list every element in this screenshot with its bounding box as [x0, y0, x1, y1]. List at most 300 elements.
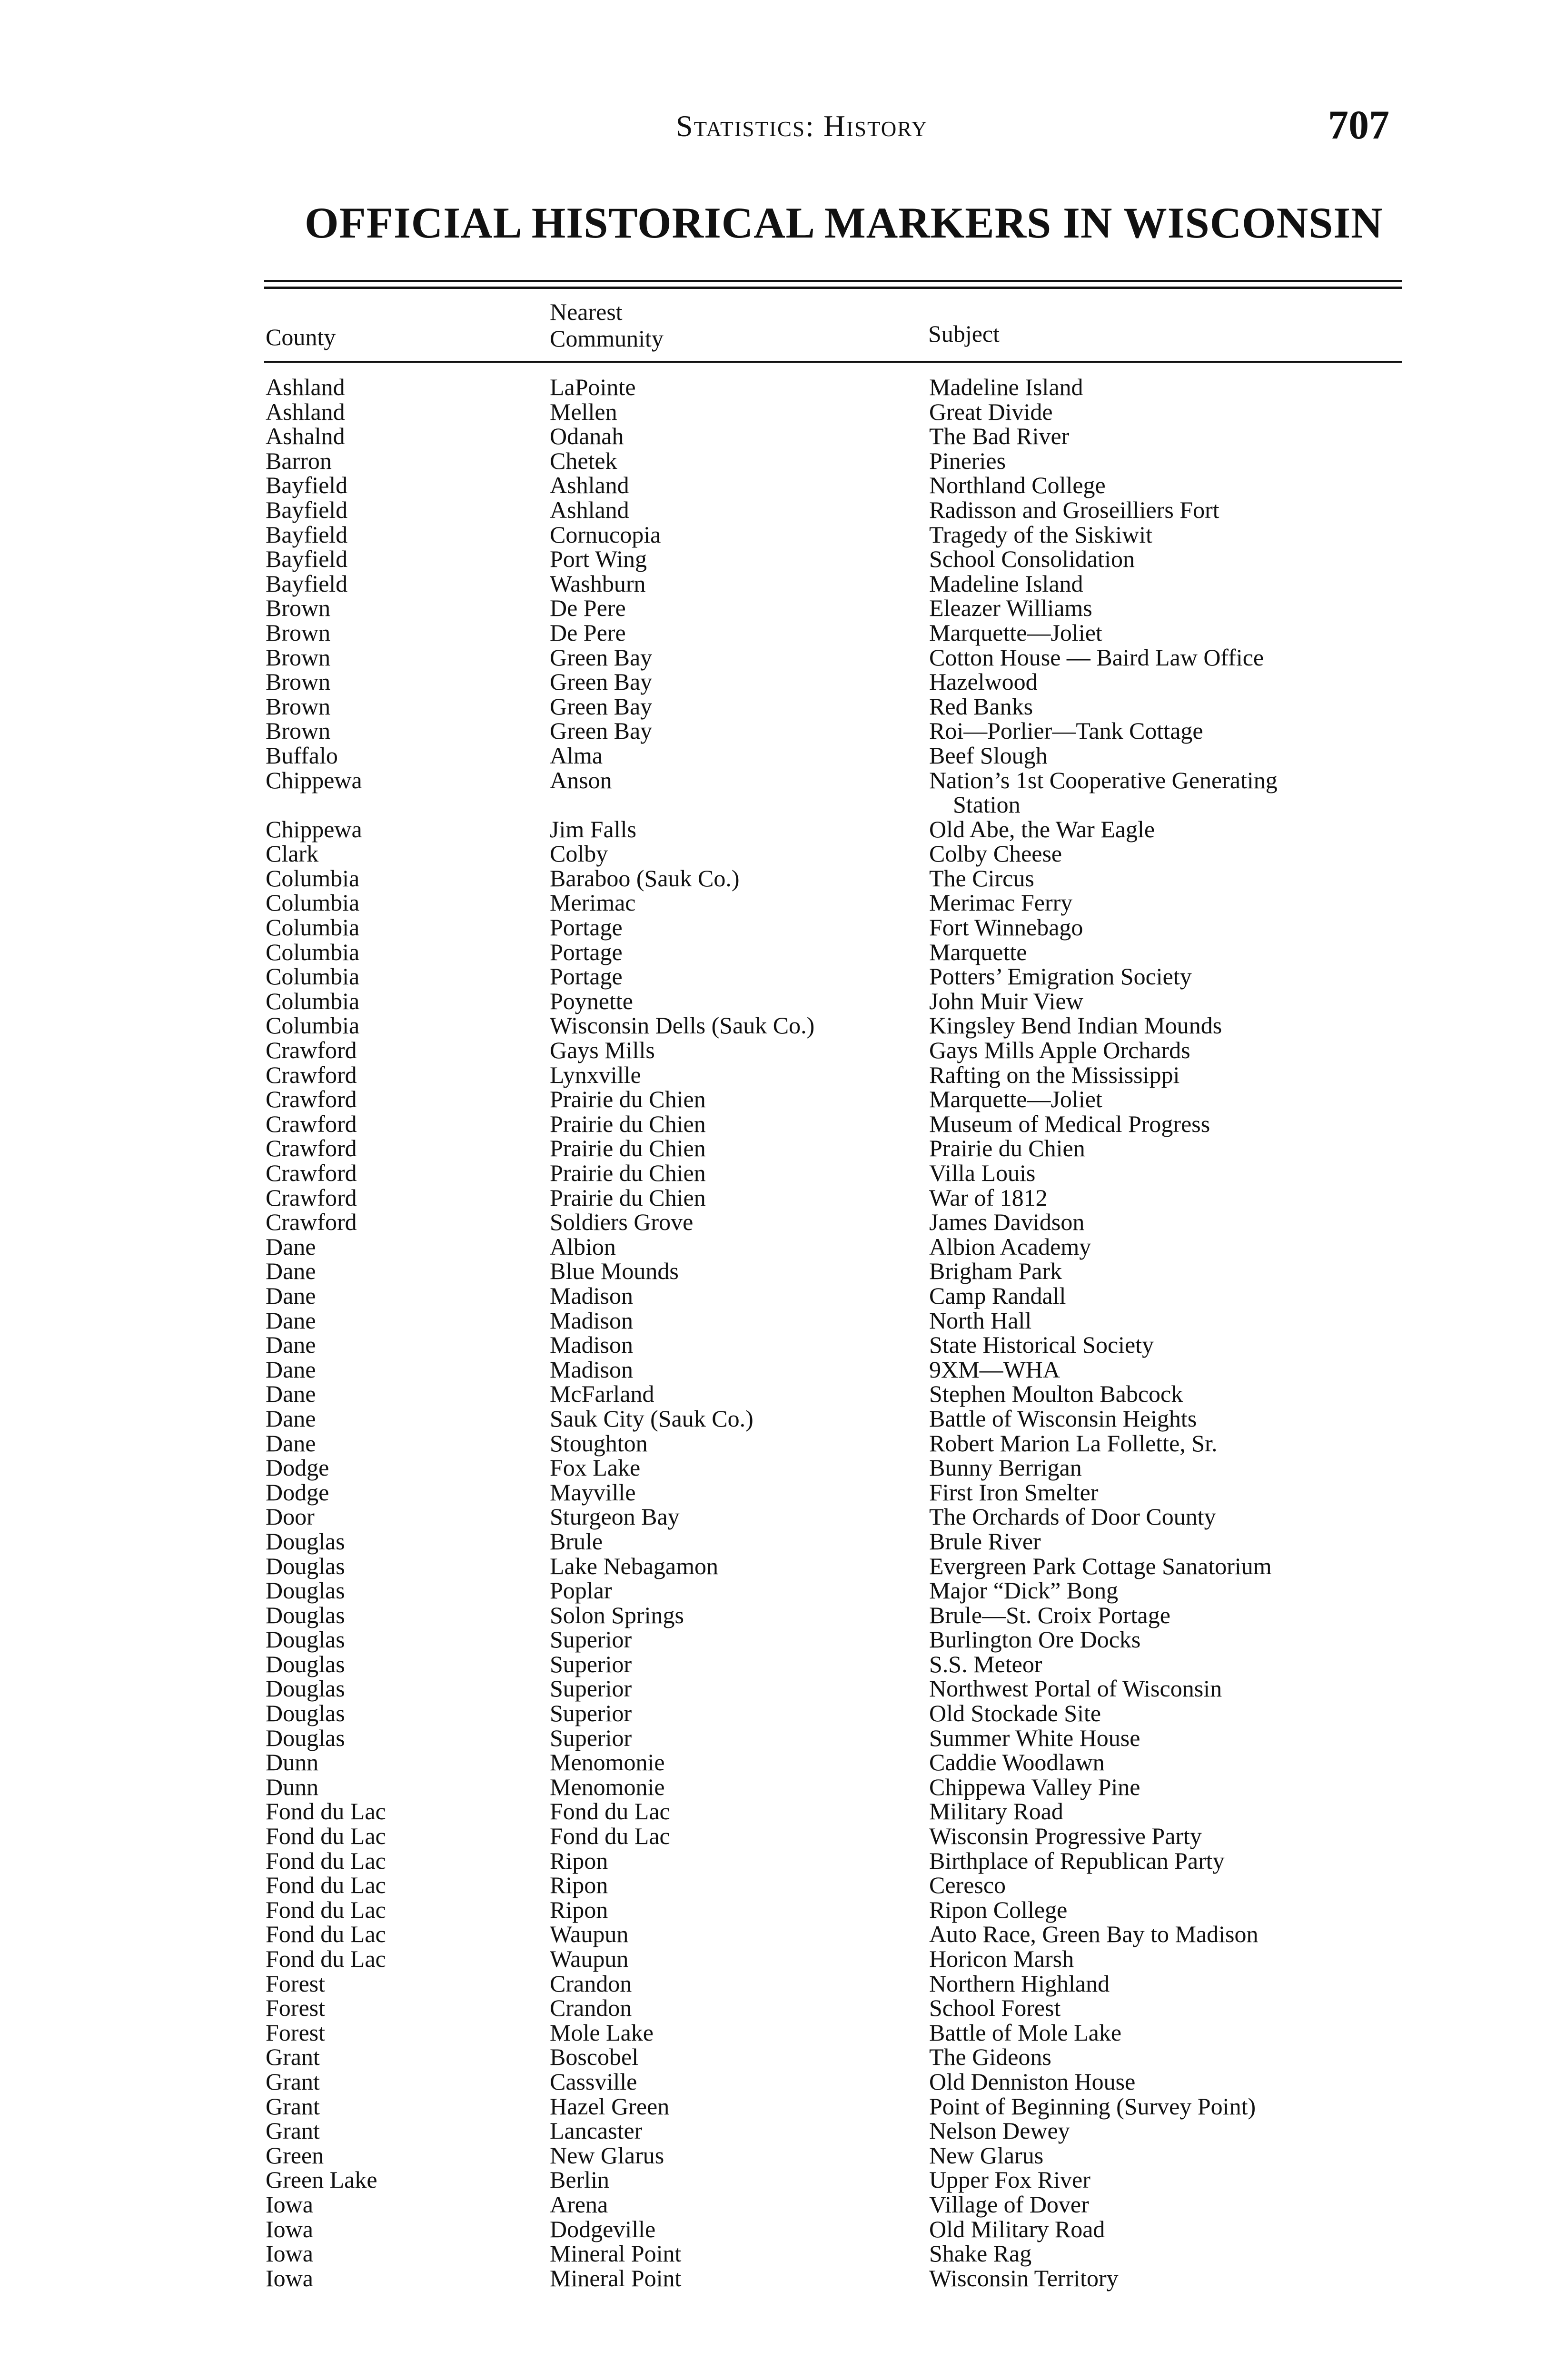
community-cell: Waupun	[550, 1945, 629, 1972]
table-row	[0, 1235, 1546, 1259]
county-cell: Douglas	[266, 1527, 345, 1555]
subject-cell	[929, 964, 1192, 989]
table-row	[0, 1996, 1546, 2021]
county-cell: Dodge	[266, 1454, 329, 1481]
subject-cell	[929, 400, 1053, 425]
county-cell: Brown	[266, 693, 331, 720]
county-cell: Dane	[266, 1380, 316, 1408]
table-row	[0, 1726, 1546, 1751]
subject-cell	[929, 1259, 1062, 1284]
community-cell: Madison	[550, 1331, 633, 1359]
subject-text: Brule River	[929, 1527, 1041, 1555]
community-cell: LaPointe	[550, 374, 636, 400]
subject-text: Summer White House	[929, 1724, 1140, 1751]
subject-text: Colby Cheese	[929, 840, 1062, 867]
community-cell: De Pere	[550, 595, 626, 622]
subject-text: The Orchards of Door County	[929, 1503, 1216, 1530]
subject-cell	[929, 1849, 1225, 1874]
page-title: OFFICIAL HISTORICAL MARKERS IN WISCONSIN	[305, 198, 1383, 247]
table-row	[0, 694, 1546, 719]
table-row	[0, 1161, 1546, 1186]
county-cell: Fond du Lac	[266, 1847, 386, 1874]
subject-text: Upper Fox River	[929, 2166, 1090, 2193]
subject-text: Robert Marion La Follette, Sr.	[929, 1429, 1218, 1457]
subject-text: Birthplace of Republican Party	[929, 1847, 1225, 1874]
county-cell: Barron	[266, 447, 332, 474]
table-row	[0, 1309, 1546, 1333]
subject-cell	[929, 1013, 1222, 1038]
community-cell: Prairie du Chien	[550, 1110, 706, 1137]
community-cell: Prairie du Chien	[550, 1135, 706, 1162]
community-cell: Sauk City (Sauk Co.)	[550, 1405, 753, 1432]
community-cell: Madison	[550, 1282, 633, 1309]
subject-text: Evergreen Park Cottage Sanatorium	[929, 1552, 1272, 1579]
subject-text: Roi—Porlier—Tank Cottage	[929, 717, 1203, 744]
table-row	[0, 1701, 1546, 1726]
community-cell: Menomonie	[550, 1773, 665, 1800]
subject-text: Northern Highland	[929, 1970, 1110, 1997]
table-row	[0, 1456, 1546, 1480]
subject-cell	[929, 1750, 1105, 1775]
community-cell: Cornucopia	[550, 521, 661, 548]
county-cell: Crawford	[266, 1037, 357, 1064]
subject-cell	[929, 940, 1027, 965]
table-row	[0, 1431, 1546, 1456]
subject-text: Point of Beginning (Survey Point)	[929, 2092, 1256, 2120]
subject-cell	[929, 2217, 1105, 2242]
table-row	[0, 1824, 1546, 1849]
county-cell: Dane	[266, 1405, 316, 1432]
county-cell: Dunn	[266, 1749, 319, 1776]
community-cell: Madison	[550, 1356, 633, 1383]
page-number: 707	[1328, 102, 1389, 148]
table-row	[0, 1087, 1546, 1112]
county-cell: Iowa	[266, 2264, 313, 2291]
table-row	[0, 1358, 1546, 1382]
subject-text: Rafting on the Mississippi	[929, 1061, 1180, 1088]
community-cell: Port Wing	[550, 545, 647, 573]
subject-text: Marquette	[929, 938, 1027, 965]
community-cell: Sturgeon Bay	[550, 1503, 680, 1530]
county-cell: Fond du Lac	[266, 1872, 386, 1899]
subject-cell	[929, 375, 1083, 400]
table-row	[0, 2070, 1546, 2094]
subject-text: Camp Randall	[929, 1282, 1066, 1309]
table-row	[0, 1652, 1546, 1677]
subject-text: Bunny Berrigan	[929, 1454, 1082, 1481]
subject-cell	[929, 744, 1048, 768]
table-row	[0, 2143, 1546, 2168]
subject-cell	[929, 1358, 1060, 1382]
county-cell: Douglas	[266, 1552, 345, 1579]
subject-cell	[929, 694, 1033, 719]
county-cell: Brown	[266, 668, 331, 695]
table-row	[0, 498, 1546, 523]
table-row	[0, 1382, 1546, 1407]
community-cell: Mole Lake	[550, 2019, 654, 2046]
county-cell: Chippewa	[266, 815, 362, 843]
county-cell: Columbia	[266, 889, 360, 916]
county-cell: Fond du Lac	[266, 1823, 386, 1850]
community-cell: Portage	[550, 914, 623, 941]
community-cell: Berlin	[550, 2166, 609, 2193]
table-row	[0, 940, 1546, 965]
subject-cell	[929, 1676, 1222, 1701]
community-cell: Lake Nebagamon	[550, 1552, 719, 1579]
county-cell: Brown	[266, 644, 331, 671]
county-cell: Ashalnd	[266, 423, 345, 450]
subject-cell	[929, 498, 1219, 523]
subject-text: Brigham Park	[929, 1258, 1062, 1285]
subject-text: Brule—St. Croix Portage	[929, 1601, 1170, 1628]
subject-text: Nelson Dewey	[929, 2117, 1070, 2144]
community-cell: Superior	[550, 1675, 632, 1702]
subject-cell	[929, 1382, 1183, 1407]
subject-text: S.S. Meteor	[929, 1650, 1042, 1677]
county-cell: Grant	[266, 2117, 320, 2144]
community-cell: Gays Mills	[550, 1037, 655, 1064]
subject-text: Potters’ Emigration Society	[929, 963, 1192, 990]
community-cell: Washburn	[550, 570, 646, 597]
subject-text: Northwest Portal of Wisconsin	[929, 1675, 1222, 1702]
subject-cell	[929, 2241, 1031, 2266]
subject-cell	[929, 424, 1069, 449]
community-cell: Superior	[550, 1724, 632, 1751]
community-cell: Wisconsin Dells (Sauk Co.)	[550, 1012, 815, 1039]
table-row	[0, 1480, 1546, 1505]
subject-text: Beef Slough	[929, 742, 1048, 769]
subject-text: Battle of Mole Lake	[929, 2019, 1122, 2046]
county-cell: Bayfield	[266, 545, 348, 573]
subject-cell	[929, 2266, 1119, 2291]
subject-cell	[929, 2119, 1070, 2143]
subject-text: War of 1812	[929, 1184, 1048, 1211]
table-row	[0, 1947, 1546, 1972]
subject-cell	[929, 768, 1278, 817]
table-row	[0, 768, 1546, 817]
subject-cell	[929, 1161, 1035, 1186]
community-cell: Arena	[550, 2191, 608, 2218]
table-row	[0, 424, 1546, 449]
table-row	[0, 1136, 1546, 1161]
community-cell: Prairie du Chien	[550, 1160, 706, 1186]
community-cell: McFarland	[550, 1380, 654, 1408]
table-row	[0, 1259, 1546, 1284]
subject-cell	[929, 1701, 1101, 1726]
county-cell: Dane	[266, 1233, 316, 1260]
subject-text: 9XM—WHA	[929, 1356, 1060, 1383]
subject-text: Chippewa Valley Pine	[929, 1773, 1140, 1800]
subject-text: Marquette—Joliet	[929, 619, 1102, 646]
county-cell: Brown	[266, 595, 331, 622]
county-cell: Columbia	[266, 963, 360, 990]
subject-text: Battle of Wisconsin Heights	[929, 1405, 1197, 1432]
table-row	[0, 1873, 1546, 1898]
county-cell: Crawford	[266, 1184, 357, 1211]
community-cell: Portage	[550, 963, 623, 990]
community-cell: Solon Springs	[550, 1601, 684, 1628]
subject-cell	[929, 1235, 1091, 1259]
community-cell: Crandon	[550, 1994, 632, 2022]
community-cell: Mineral Point	[550, 2264, 682, 2291]
subject-text: Old Abe, the War Eagle	[929, 815, 1155, 843]
table-row	[0, 2266, 1546, 2291]
top-rule-lower	[264, 287, 1402, 289]
table-row	[0, 1750, 1546, 1775]
county-cell: Iowa	[266, 2215, 313, 2242]
table-row	[0, 1210, 1546, 1235]
table-row	[0, 1529, 1546, 1554]
subject-text: Major “Dick” Bong	[929, 1577, 1119, 1604]
subject-text: Madeline Island	[929, 374, 1083, 400]
community-cell: De Pere	[550, 619, 626, 646]
table-row	[0, 2217, 1546, 2242]
county-cell: Forest	[266, 1994, 325, 2022]
subject-text: School Forest	[929, 1994, 1061, 2022]
table-row	[0, 1013, 1546, 1038]
subject-cell	[929, 547, 1135, 572]
county-cell: Grant	[266, 2068, 320, 2095]
column-header-community-line1: Nearest	[550, 298, 623, 325]
subject-cell	[929, 596, 1092, 621]
subject-cell	[929, 1456, 1082, 1480]
subject-text: Ceresco	[929, 1872, 1006, 1899]
county-cell: Douglas	[266, 1577, 345, 1604]
subject-cell	[929, 1603, 1170, 1628]
subject-cell	[929, 2192, 1089, 2217]
subject-text: Village of Dover	[929, 2191, 1089, 2218]
table-row	[0, 842, 1546, 866]
subject-text: First Iron Smelter	[929, 1478, 1099, 1506]
subject-cell	[929, 1431, 1217, 1456]
table-row	[0, 1775, 1546, 1800]
county-cell: Dane	[266, 1331, 316, 1359]
subject-cell	[929, 719, 1203, 744]
subject-text: Villa Louis	[929, 1160, 1036, 1186]
table-row	[0, 1407, 1546, 1431]
subject-cell	[929, 1922, 1259, 1947]
subject-cell	[929, 1333, 1154, 1358]
community-cell: Merimac	[550, 889, 636, 916]
subject-cell	[929, 1038, 1190, 1063]
subject-text: State Historical Society	[929, 1331, 1154, 1359]
table-row	[0, 1972, 1546, 1996]
community-cell: Alma	[550, 742, 603, 769]
community-cell: Portage	[550, 938, 623, 965]
community-cell: Waupun	[550, 1921, 629, 1948]
county-cell: Columbia	[266, 864, 360, 892]
community-cell: Prairie du Chien	[550, 1184, 706, 1211]
county-cell: Door	[266, 1503, 315, 1530]
subject-text: Radisson and Groseilliers Fort	[929, 496, 1219, 523]
table-row	[0, 1186, 1546, 1210]
running-head: Statistics: History	[676, 109, 928, 143]
community-cell: Lancaster	[550, 2117, 643, 2144]
subject-text: Old Military Road	[929, 2215, 1105, 2242]
county-cell: Bayfield	[266, 570, 348, 597]
subject-cell	[929, 891, 1072, 915]
subject-text: Albion Academy	[929, 1233, 1091, 1260]
subject-cell	[929, 915, 1083, 940]
county-cell: Douglas	[266, 1724, 345, 1751]
county-cell: Douglas	[266, 1626, 345, 1653]
community-cell: Brule	[550, 1527, 603, 1555]
subject-cell	[929, 1726, 1140, 1751]
subject-text: North Hall	[929, 1307, 1032, 1334]
county-cell: Fond du Lac	[266, 1921, 386, 1948]
subject-cell	[929, 1627, 1140, 1652]
table-row	[0, 964, 1546, 989]
table-row	[0, 2021, 1546, 2045]
subject-cell	[929, 1087, 1102, 1112]
subject-cell	[929, 645, 1264, 670]
county-cell: Green	[266, 2142, 324, 2169]
subject-cell	[929, 523, 1152, 547]
subject-cell	[929, 1529, 1041, 1554]
table-row	[0, 1505, 1546, 1529]
community-cell: Superior	[550, 1626, 632, 1653]
county-cell: Grant	[266, 2043, 320, 2071]
county-cell: Clark	[266, 840, 319, 867]
community-cell: Poynette	[550, 987, 633, 1014]
county-cell: Douglas	[266, 1675, 345, 1702]
table-row	[0, 2045, 1546, 2070]
county-cell: Douglas	[266, 1601, 345, 1628]
county-cell: Crawford	[266, 1061, 357, 1088]
subject-cell	[929, 2168, 1090, 2192]
subject-cell	[929, 817, 1155, 842]
subject-text: Hazelwood	[929, 668, 1038, 695]
county-cell: Dane	[266, 1258, 316, 1285]
table-row	[0, 473, 1546, 498]
county-cell: Bayfield	[266, 496, 348, 523]
table-row	[0, 1799, 1546, 1824]
community-cell: Stoughton	[550, 1429, 648, 1457]
subject-cell	[929, 1505, 1216, 1529]
table-row	[0, 817, 1546, 842]
subject-text: Old Denniston House	[929, 2068, 1136, 2095]
community-cell: Baraboo (Sauk Co.)	[550, 864, 740, 892]
county-cell: Dane	[266, 1429, 316, 1457]
county-cell: Crawford	[266, 1209, 357, 1236]
subject-text: Great Divide	[929, 398, 1053, 425]
subject-cell	[929, 1136, 1085, 1161]
table-row	[0, 1112, 1546, 1137]
table-row	[0, 2192, 1546, 2217]
table-row	[0, 596, 1546, 621]
county-cell: Dane	[266, 1307, 316, 1334]
county-cell: Dane	[266, 1282, 316, 1309]
column-header-community-line2: Community	[550, 325, 664, 352]
subject-text: School Consolidation	[929, 545, 1135, 573]
subject-cell	[929, 1996, 1060, 2021]
subject-text: New Glarus	[929, 2142, 1044, 2169]
county-cell: Brown	[266, 717, 331, 744]
table-row	[0, 915, 1546, 940]
column-header-community	[550, 298, 664, 352]
county-cell: Green Lake	[266, 2166, 377, 2193]
subject-text: Nation’s 1st Cooperative Generating	[929, 766, 1278, 793]
subject-cell	[929, 2094, 1256, 2119]
county-cell: Crawford	[266, 1110, 357, 1137]
table-row	[0, 2094, 1546, 2119]
table-row	[0, 1922, 1546, 1947]
community-cell: Green Bay	[550, 644, 653, 671]
subject-cell	[929, 1284, 1066, 1309]
community-cell: Albion	[550, 1233, 616, 1260]
subject-cell	[929, 1652, 1042, 1677]
community-cell: Boscobel	[550, 2043, 639, 2071]
table-row	[0, 645, 1546, 670]
community-cell: Green Bay	[550, 693, 653, 720]
county-cell: Crawford	[266, 1135, 357, 1162]
county-cell: Buffalo	[266, 742, 338, 769]
subject-cell	[929, 449, 1006, 474]
community-cell: Madison	[550, 1307, 633, 1334]
subject-cell	[929, 2021, 1121, 2045]
table-row	[0, 1849, 1546, 1874]
table-row	[0, 547, 1546, 572]
community-cell: Superior	[550, 1650, 632, 1677]
community-cell: Mayville	[550, 1478, 636, 1506]
county-cell: Columbia	[266, 938, 360, 965]
subject-cell	[929, 1210, 1084, 1235]
community-cell: Prairie du Chien	[550, 1086, 706, 1113]
community-cell: Mellen	[550, 398, 617, 425]
subject-continuation: Station	[953, 791, 1021, 818]
county-cell: Iowa	[266, 2191, 313, 2218]
subject-text: Wisconsin Territory	[929, 2264, 1119, 2291]
subject-text: Eleazer Williams	[929, 595, 1092, 622]
subject-text: The Bad River	[929, 423, 1070, 450]
county-cell: Chippewa	[266, 766, 362, 793]
subject-text: Museum of Medical Progress	[929, 1110, 1210, 1137]
subject-text: The Gideons	[929, 2043, 1051, 2071]
community-cell: Soldiers Grove	[550, 1209, 694, 1236]
county-cell: Columbia	[266, 987, 360, 1014]
table-row	[0, 989, 1546, 1014]
subject-cell	[929, 621, 1102, 645]
subject-cell	[929, 473, 1106, 498]
subject-text: Kingsley Bend Indian Mounds	[929, 1012, 1222, 1039]
table-row	[0, 670, 1546, 694]
subject-text: Military Road	[929, 1798, 1063, 1825]
subject-text: Gays Mills Apple Orchards	[929, 1037, 1190, 1064]
county-cell: Fond du Lac	[266, 1945, 386, 1972]
subject-cell	[929, 1898, 1067, 1923]
subject-text: Marquette—Joliet	[929, 1086, 1102, 1113]
header-rule	[264, 361, 1402, 363]
table-row	[0, 2241, 1546, 2266]
county-cell: Dodge	[266, 1478, 329, 1506]
community-cell: Blue Mounds	[550, 1258, 679, 1285]
subject-cell	[929, 2045, 1051, 2070]
community-cell: Fond du Lac	[550, 1798, 670, 1825]
community-cell: Mineral Point	[550, 2240, 682, 2267]
county-cell: Fond du Lac	[266, 1798, 386, 1825]
table-row	[0, 891, 1546, 915]
community-cell: Ripon	[550, 1847, 608, 1874]
table-row	[0, 449, 1546, 474]
table-row	[0, 375, 1546, 400]
community-cell: Jim Falls	[550, 815, 636, 843]
subject-cell	[929, 1480, 1099, 1505]
subject-text: James Davidson	[929, 1209, 1085, 1236]
community-cell: Chetek	[550, 447, 617, 474]
subject-cell	[929, 2143, 1043, 2168]
community-cell: Green Bay	[550, 717, 653, 744]
subject-cell	[929, 866, 1034, 891]
